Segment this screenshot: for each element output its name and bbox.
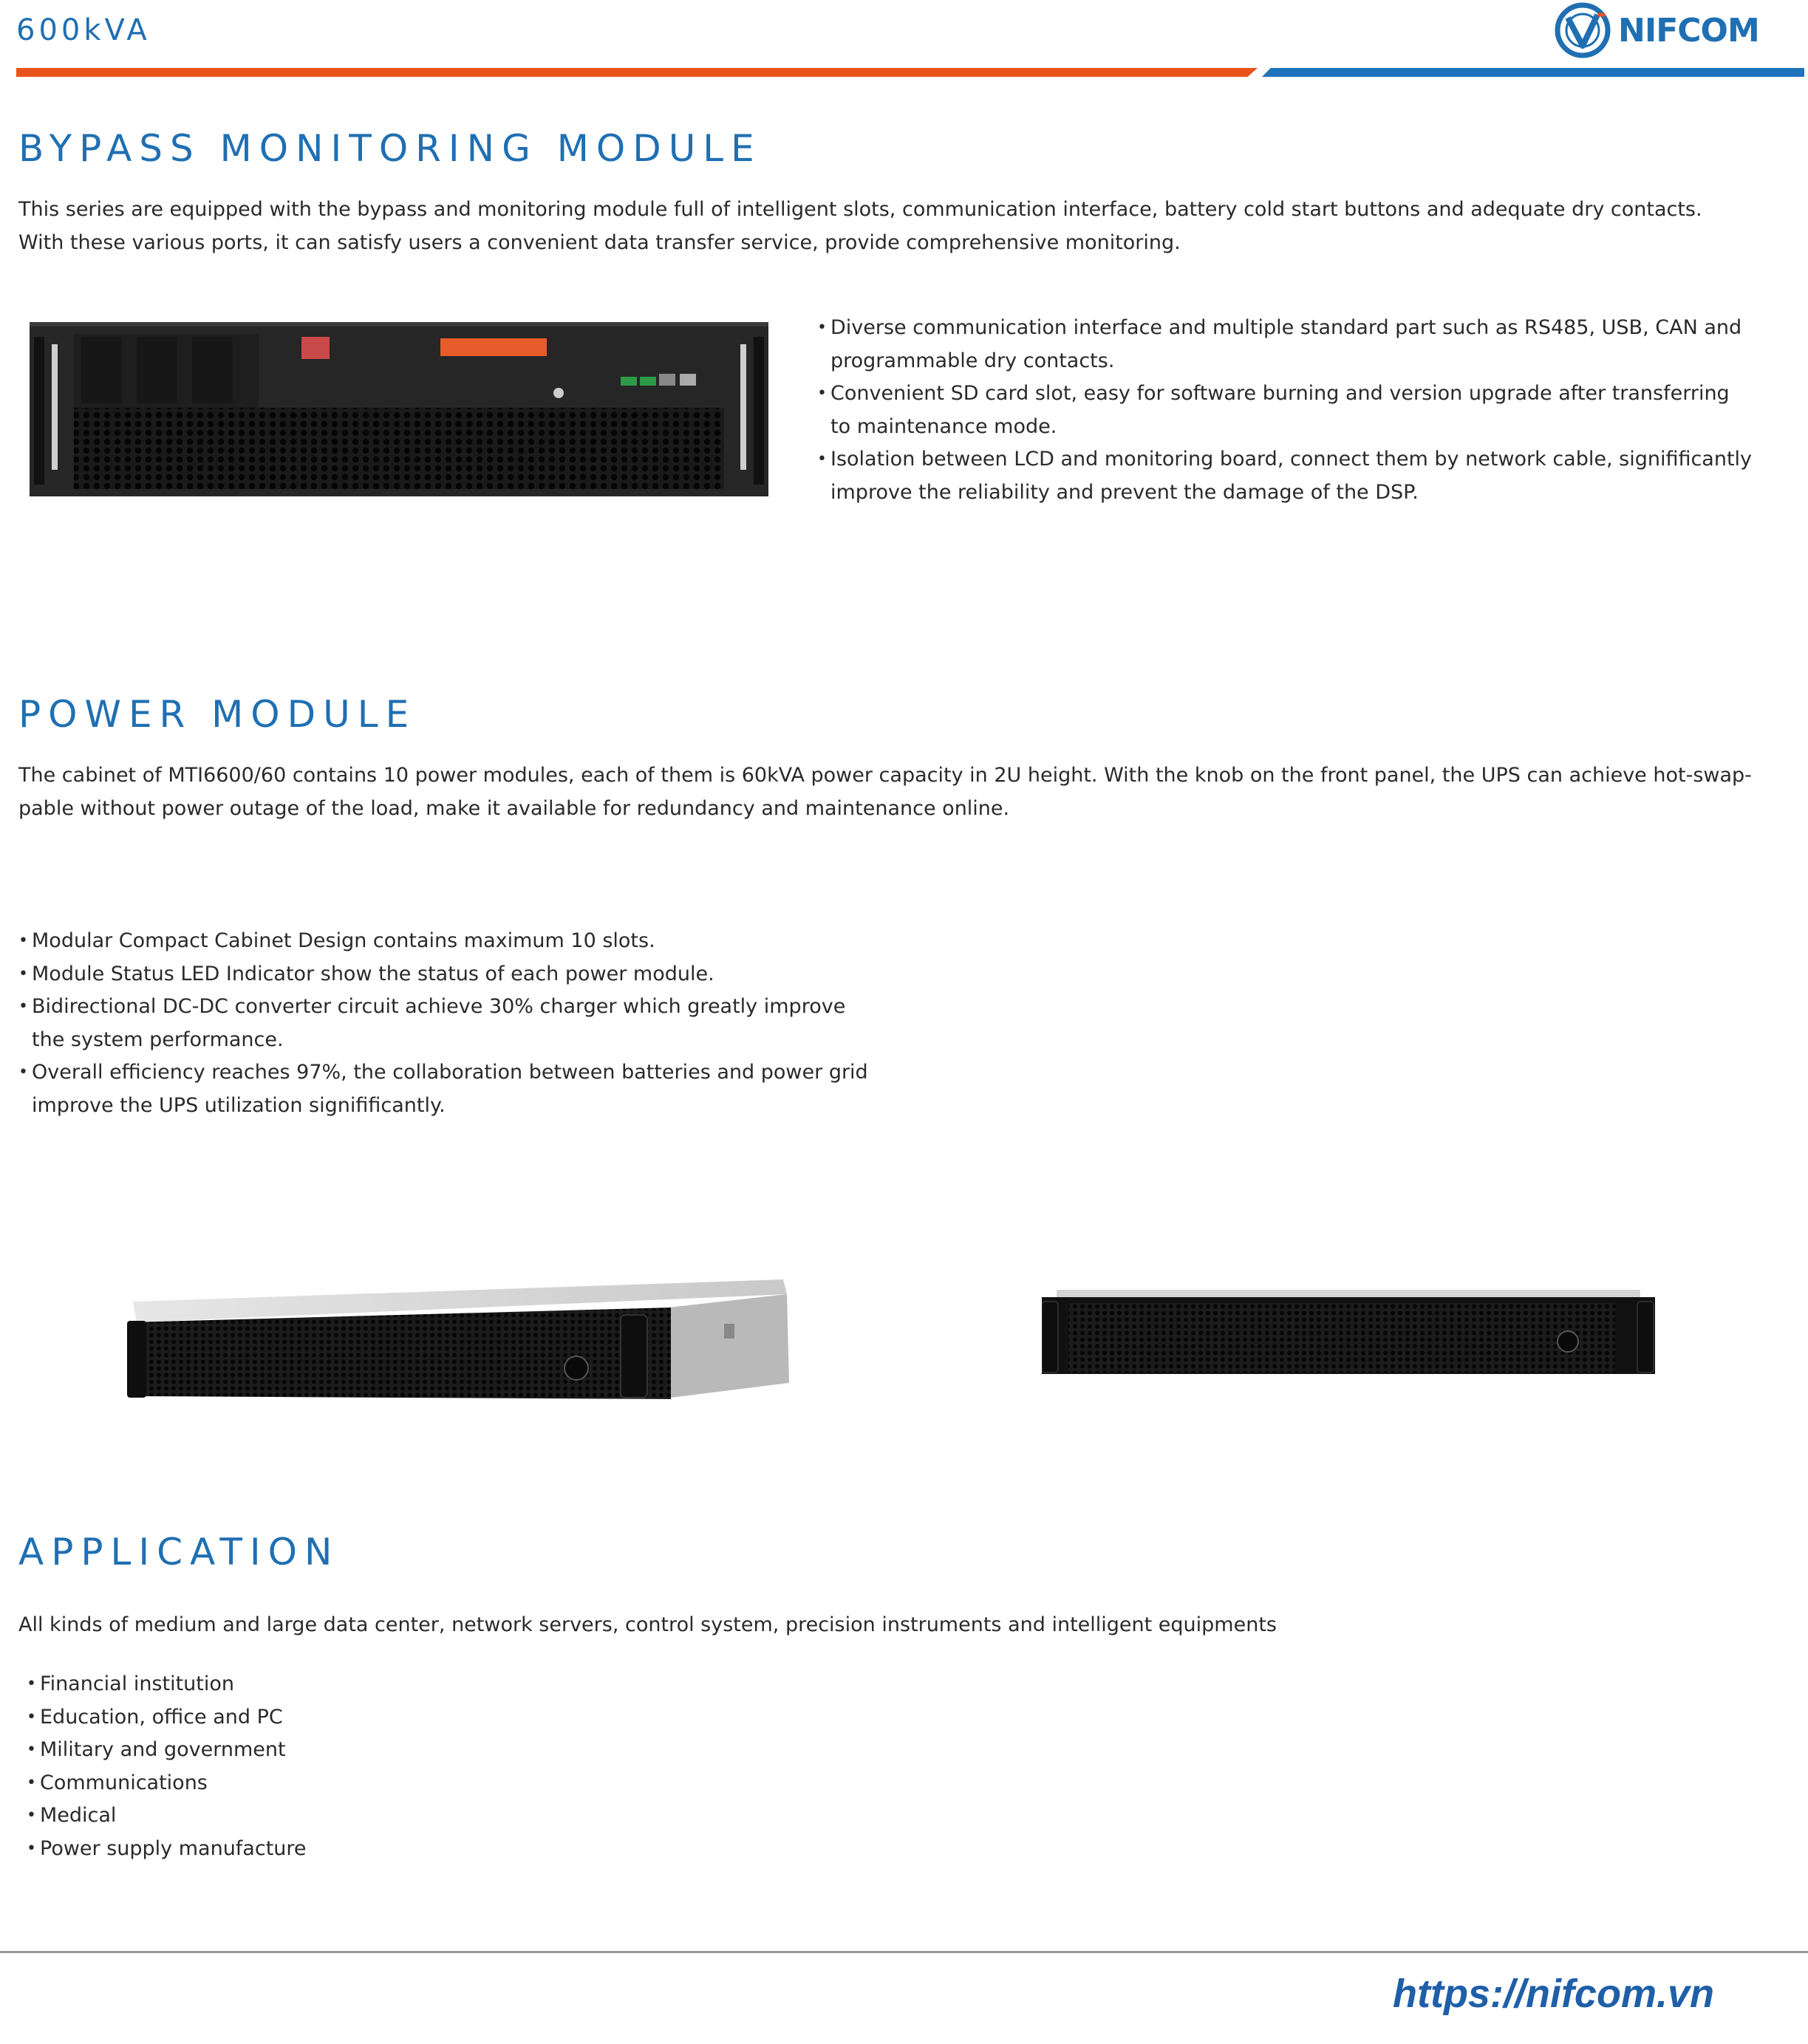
bypass-intro-line: This series are equipped with the bypass and monitoring module full of intelligent slots, communication interface, battery cold start buttons and adequate dry contacts. bbox=[18, 198, 1702, 221]
bypass-intro bbox=[18, 194, 1792, 259]
bypass-bullet bbox=[817, 443, 1800, 509]
application-list bbox=[27, 1668, 692, 1865]
power-bullet-list bbox=[18, 925, 979, 1122]
power-heading: POWER MODULE bbox=[18, 693, 417, 736]
header-divider-blue bbox=[1262, 68, 1804, 77]
bypass-bullet-list bbox=[817, 312, 1800, 509]
bypass-bullet-line: • Diverse communication interface and multiple standard part such as RS485, USB, CAN and bbox=[830, 316, 1742, 339]
power-bullet-line: improve the UPS utilization signifificantly. bbox=[32, 1093, 446, 1117]
application-item: • Military and government bbox=[27, 1734, 692, 1767]
footer-divider bbox=[0, 1951, 1808, 1953]
header-divider-orange bbox=[16, 68, 1258, 77]
power-intro-line: The cabinet of MTI6600/60 contains 10 power modules, each of them is 60kVA power capacity in 2U height. With the knob on the front panel, the UPS can achieve hot-swap- bbox=[18, 764, 1752, 787]
logo-emblem-icon bbox=[1552, 0, 1615, 61]
power-bullet-line: • Bidirectional DC-DC converter circuit achieve 30% charger which greatly improve bbox=[32, 995, 846, 1018]
power-bullet bbox=[18, 958, 979, 991]
power-module-image-front bbox=[1042, 1290, 1655, 1378]
application-item: • Financial institution bbox=[27, 1668, 692, 1701]
bypass-bullet bbox=[817, 312, 1800, 377]
footer-website-link[interactable]: https://nifcom.vn bbox=[1393, 1972, 1714, 2016]
nifcom-logo bbox=[1552, 0, 1773, 61]
bypass-heading: BYPASS MONITORING MODULE bbox=[18, 127, 762, 170]
power-module-image-angled bbox=[74, 1272, 842, 1405]
bypass-bullet-line: • Convenient SD card slot, easy for software burning and version upgrade after transferring bbox=[830, 382, 1730, 405]
bypass-module-image bbox=[30, 322, 768, 496]
application-item: • Education, office and PC bbox=[27, 1701, 692, 1734]
power-bullet bbox=[18, 925, 979, 958]
power-bullet bbox=[18, 1056, 979, 1122]
application-item: • Medical bbox=[27, 1799, 692, 1833]
power-bullet-line: the system performance. bbox=[32, 1028, 284, 1051]
application-item: • Power supply manufacture bbox=[27, 1833, 692, 1866]
power-bullet-line: • Overall efficiency reaches 97%, the collaboration between batteries and power grid bbox=[32, 1061, 868, 1084]
application-heading: APPLICATION bbox=[18, 1531, 340, 1573]
bypass-intro-line: With these various ports, it can satisfy users a convenient data transfer service, provide comprehensive monitoring. bbox=[18, 230, 1181, 254]
power-intro bbox=[18, 759, 1792, 825]
application-item: • Communications bbox=[27, 1767, 692, 1800]
power-intro-line: pable without power outage of the load, make it available for redundancy and maintenance online. bbox=[18, 796, 1010, 820]
power-bullet bbox=[18, 991, 979, 1056]
bypass-bullet-line: • Isolation between LCD and monitoring board, connect them by network cable, signifificantly bbox=[830, 448, 1753, 471]
bypass-bullet-line: improve the reliability and prevent the damage of the DSP. bbox=[830, 480, 1419, 504]
power-bullet-line: • Module Status LED Indicator show the status of each power module. bbox=[32, 962, 714, 985]
document-title: 600kVA bbox=[16, 13, 151, 47]
bypass-bullet-line: programmable dry contacts. bbox=[830, 349, 1115, 372]
logo-text: NIFCOM bbox=[1618, 12, 1759, 49]
bypass-bullet-line: to maintenance mode. bbox=[830, 414, 1057, 438]
bypass-bullet bbox=[817, 377, 1800, 443]
power-bullet-line: • Modular Compact Cabinet Design contains maximum 10 slots. bbox=[32, 929, 655, 952]
application-intro: All kinds of medium and large data center, network servers, control system, precision instruments and intelligent equipments bbox=[18, 1613, 1277, 1636]
